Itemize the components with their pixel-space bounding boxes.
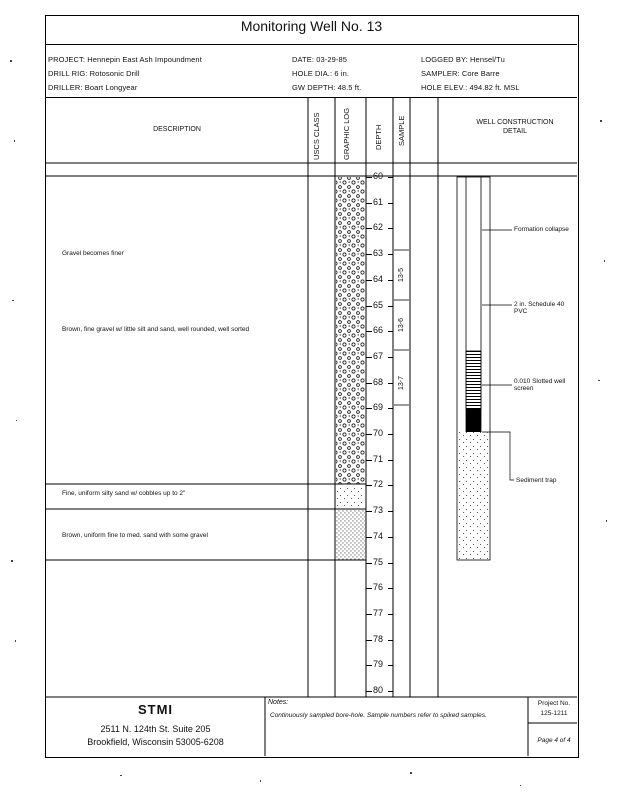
depth-tick — [366, 537, 372, 538]
depth-label: 66 — [373, 325, 384, 336]
depth-label: 78 — [373, 633, 384, 644]
gw-depth-field: GW DEPTH: 48.5 ft. — [292, 83, 362, 92]
depth-tick — [388, 228, 393, 229]
depth-tick — [388, 511, 393, 512]
depth-label: 61 — [373, 196, 384, 207]
company-address: 2511 N. 124th St. Suite 205 — [100, 724, 211, 734]
depth-label: 79 — [373, 659, 384, 670]
company-name: STMI — [137, 702, 174, 717]
depth-label: 71 — [373, 453, 384, 464]
depth-label: 80 — [373, 685, 384, 695]
uscs-class-header: USCS CLASS — [312, 112, 321, 160]
depth-tick — [388, 665, 393, 666]
depth-tick — [366, 614, 372, 615]
depth-tick — [388, 203, 393, 204]
depth-label: 65 — [373, 299, 384, 310]
sample-label: 13-7 — [398, 375, 405, 390]
date-field: DATE: 03-29-85 — [292, 55, 348, 64]
drill-rig-field: DRILL RIG: Rotosonic Drill — [48, 69, 140, 78]
sample-header: SAMPLE — [397, 115, 406, 146]
depth-tick — [388, 640, 393, 641]
construction-label: 0.010 Slotted well screen — [514, 378, 566, 392]
sample-label: 13-6 — [398, 317, 405, 332]
depth-tick — [366, 640, 372, 641]
depth-tick — [366, 383, 372, 384]
depth-tick — [388, 357, 393, 358]
depth-label: 75 — [373, 556, 384, 567]
depth-tick — [366, 228, 372, 229]
depth-tick — [388, 563, 393, 564]
description-header: DESCRIPTION — [153, 126, 201, 133]
depth-tick — [388, 537, 393, 538]
layer-description: Gravel becomes finer — [62, 250, 124, 257]
sample-label: 13-5 — [398, 267, 405, 282]
depth-tick — [366, 563, 372, 564]
depth-label: 62 — [373, 222, 384, 233]
depth-tick — [388, 331, 393, 332]
depth-tick — [366, 588, 372, 589]
depth-tick — [388, 460, 393, 461]
notes-text: Continuously sampled bore-hole. Sample numbers refer to spiked samples. — [270, 712, 487, 719]
construction-label: Formation collapse — [514, 226, 569, 233]
depth-tick — [388, 306, 393, 307]
depth-tick — [366, 177, 372, 178]
company-city: Brookfield, Wisconsin 53005-6208 — [87, 737, 224, 747]
construction-label: 2 in. Schedule 40 PVC — [514, 301, 565, 315]
depth-label: 69 — [373, 402, 384, 413]
depth-label: 74 — [373, 530, 384, 541]
depth-tick — [366, 408, 372, 409]
depth-label: 68 — [373, 376, 384, 387]
project-number-label: Project No. — [537, 700, 571, 707]
depth-label: 60 — [373, 171, 384, 181]
well-construction-header: WELL CONSTRUCTION DETAIL — [476, 119, 554, 135]
page-title: Monitoring Well No. 13 — [240, 18, 383, 34]
depth-tick — [388, 254, 393, 255]
depth-tick — [366, 691, 372, 692]
depth-tick — [366, 306, 372, 307]
graphic-log-header: GRAPHIC LOG — [342, 107, 351, 160]
depth-tick — [388, 383, 393, 384]
depth-label: 77 — [373, 607, 384, 618]
depth-tick — [388, 280, 393, 281]
depth-label: 70 — [373, 428, 384, 438]
layer-description: Fine, uniform silty sand w/ cobbles up to 2" — [62, 490, 186, 497]
depth-tick — [388, 588, 393, 589]
hole-elev-field: HOLE ELEV.: 494.82 ft. MSL — [421, 83, 520, 92]
sampler-field: SAMPLER: Core Barre — [421, 69, 500, 78]
depth-label: 64 — [373, 273, 384, 284]
depth-tick — [366, 511, 372, 512]
page-number: Page 4 of 4 — [537, 737, 571, 744]
depth-tick — [366, 665, 372, 666]
depth-label: 72 — [373, 479, 384, 490]
notes-label: Notes: — [268, 699, 289, 706]
project-field: PROJECT: Hennepin East Ash Impoundment — [48, 55, 202, 64]
depth-tick — [366, 203, 372, 204]
depth-label: 63 — [373, 248, 384, 259]
construction-label: Sediment trap — [516, 477, 557, 484]
depth-tick — [388, 485, 393, 486]
depth-tick — [388, 408, 393, 409]
depth-header: DEPTH — [374, 124, 383, 150]
hole-dia-field: HOLE DIA.: 6 in. — [292, 69, 350, 78]
depth-label: 67 — [373, 350, 384, 361]
logged-by-field: LOGGED BY: Hensel/Tu — [421, 55, 505, 64]
depth-tick — [388, 434, 393, 435]
depth-tick — [366, 254, 372, 255]
depth-tick — [388, 177, 393, 178]
depth-tick — [366, 331, 372, 332]
depth-tick — [366, 280, 372, 281]
project-number: 125-1211 — [540, 710, 568, 717]
layer-description: Brown, uniform fine to med. sand with some gravel — [62, 532, 208, 539]
driller-field: DRILLER: Boart Longyear — [48, 83, 138, 92]
depth-label: 73 — [373, 505, 384, 516]
depth-label: 76 — [373, 582, 384, 593]
depth-tick — [388, 691, 393, 692]
depth-tick — [366, 357, 372, 358]
depth-tick — [366, 460, 372, 461]
depth-tick — [388, 614, 393, 615]
depth-tick — [366, 434, 372, 435]
layer-description: Brown, fine gravel w/ little silt and sand, well rounded, well sorted — [62, 326, 250, 333]
depth-tick — [366, 485, 372, 486]
